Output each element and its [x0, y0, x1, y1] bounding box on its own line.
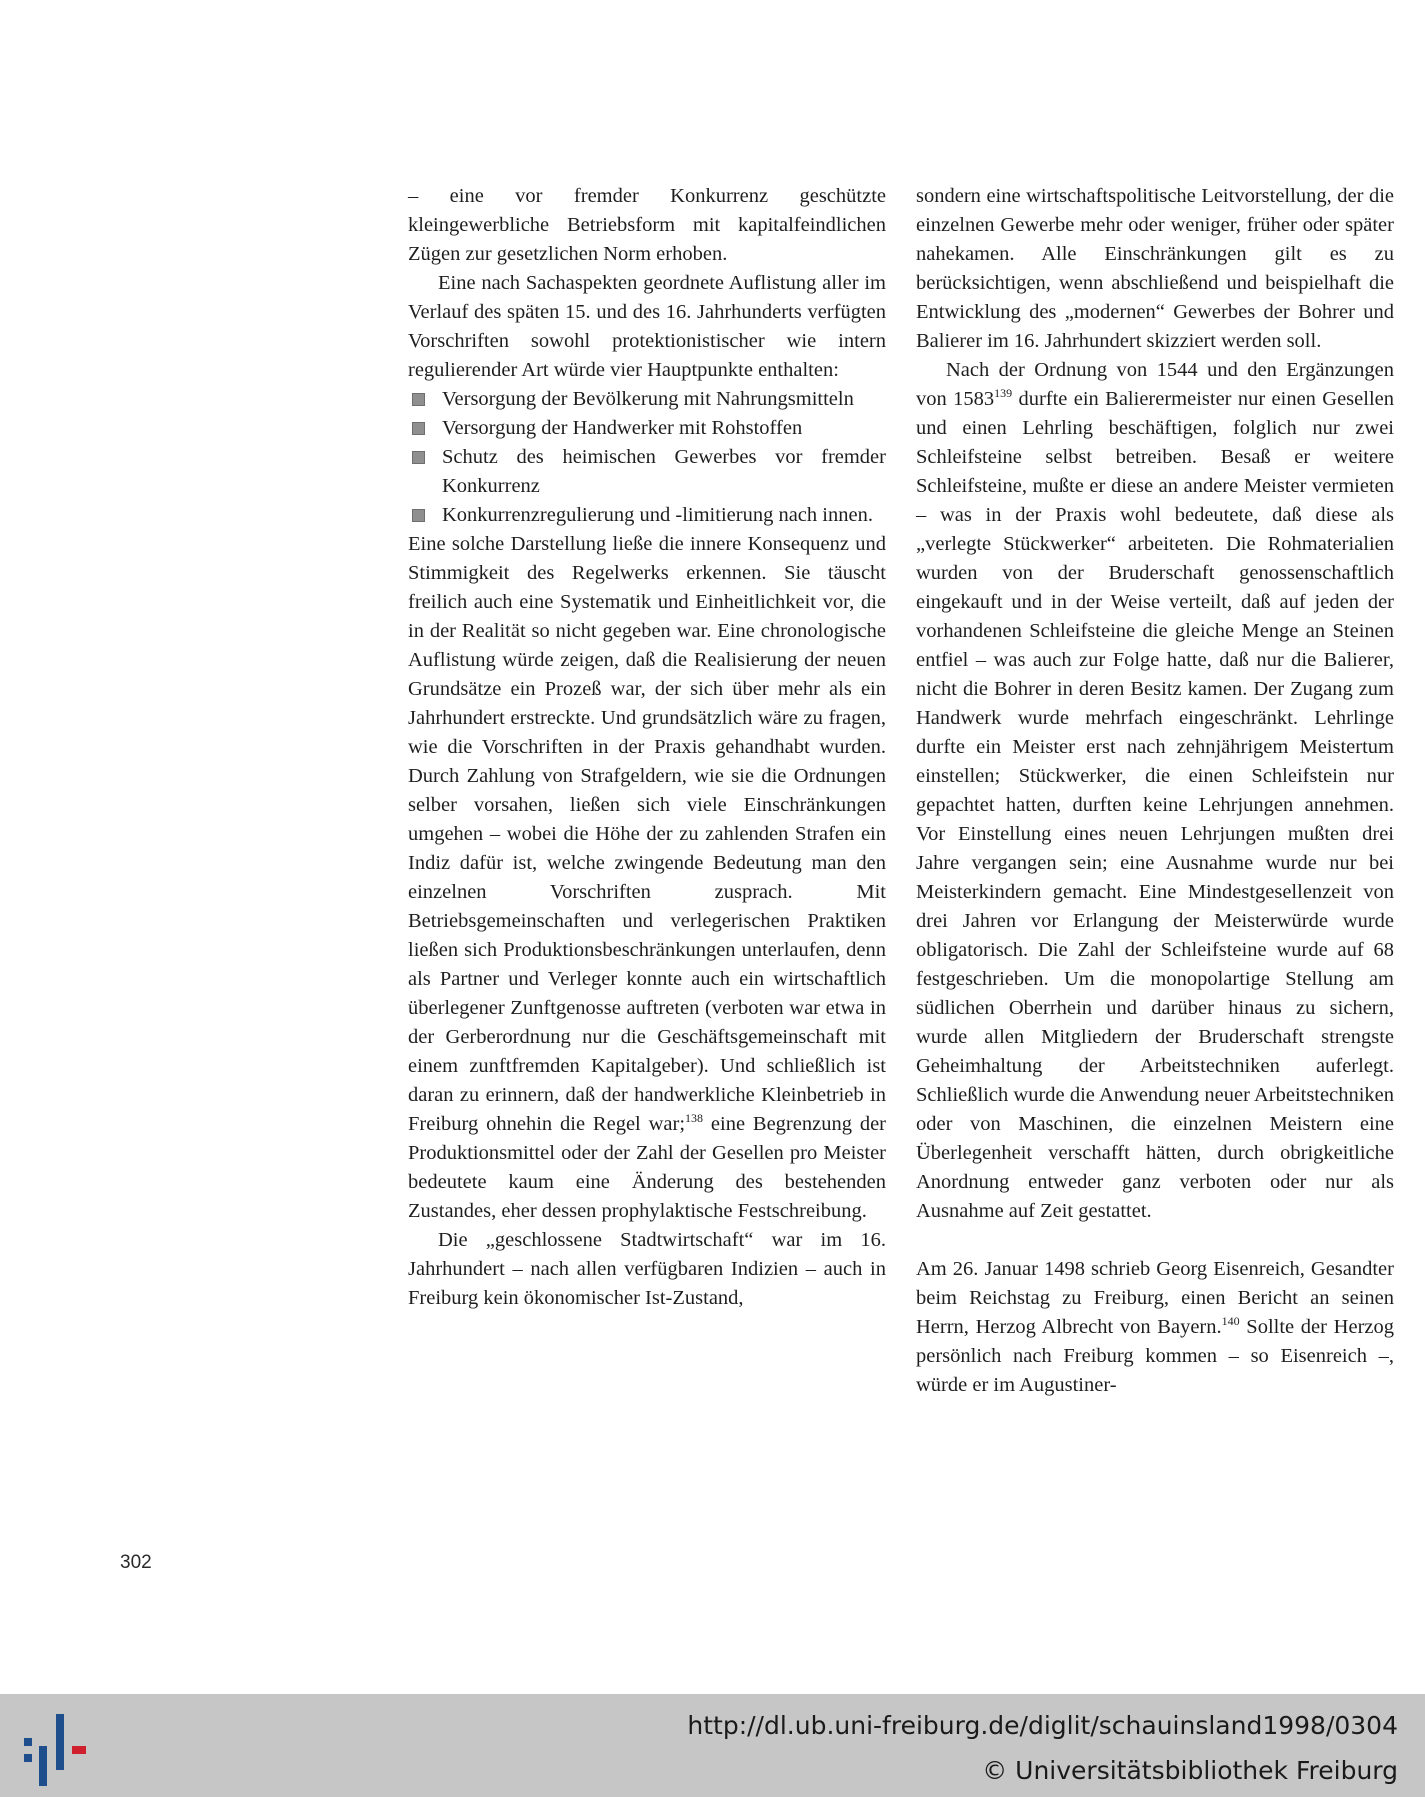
paragraph-text: Sollte der Herzog persönlich nach Freiburg kommen – so Eisenreich –, würde er im Augustiner-: [916, 1316, 1394, 1396]
square-bullet-icon: [412, 422, 425, 435]
paragraph-text: Eine solche Darstellung ließe die innere Konsequenz und Stimmigkeit des Regelwerks erkennen. Sie täuscht freilich auch eine Systematik und Einheitlichkeit vor, die in der Realität so nicht gegeben war. Eine chronologische Auflistung würde zeigen, daß die Realisierung der neuen Grundsätze ein Prozeß war, der sich über mehr als ein Jahrhundert erstreckte. Und grundsätzlich wäre zu fragen, wie die Vorschriften in der Praxis gehandhabt wurden. Durch Zahlung von Strafgeldern, wie sie die Ordnungen selber vorsahen, ließen sich viele Einschränkungen umgehen – wobei die Höhe der zu zahlenden Strafen ein Indiz dafür ist, welche zwingende Bedeutung man den einzelnen Vorschriften zusprach. Mit Betriebsgemeinschaften und verlegerischen Praktiken ließen sich Produktionsbeschränkungen unterlaufen, denn als Partner und Verleger konnte auch ein wirtschaftlich überlegener Zunftgenosse auftreten (verboten war etwa in der Gerberordnung nur die Geschäftsgemeinschaft mit einem zunftfremden Kapitalgeber). Und schließlich ist daran zu erinnern, daß der handwerkliche Kleinbetrieb in Freiburg ohnehin die Regel war;: [408, 533, 886, 1135]
bullet-list: [408, 385, 886, 530]
paragraph-text: eine Begrenzung der Produktionsmittel oder der Zahl der Gesellen pro Meister bedeutete kaum eine Änderung des bestehenden Zustandes, eher dessen prophylaktische Festschreibung.: [408, 1113, 886, 1222]
paragraph: sondern eine wirtschaftspolitische Leitvorstellung, der die einzelnen Gewerbe mehr oder weniger, früher oder später nahekamen. Alle Einschränkungen gilt es zu berücksichtigen, wenn abschließend und beispielhaft die Entwicklung des „modernen“ Gewerbes der Bohrer und Balierer im 16. Jahrhundert skizziert werden soll.: [916, 185, 1394, 352]
list-item-text: Schutz des heimischen Gewerbes vor fremder Konkurrenz: [442, 446, 886, 497]
paragraph: – eine vor fremder Konkurrenz geschützte kleingewerbliche Betriebsform mit kapitalfeindlichen Zügen zur gesetzlichen Norm erhoben.: [408, 185, 886, 265]
page-number: 302: [120, 1552, 152, 1573]
square-bullet-icon: [412, 509, 425, 522]
paragraph-text: Nach der Ordnung von 1544 und den Ergänzungen von 1583: [916, 359, 1394, 410]
footer-bar: [0, 1694, 1425, 1797]
paragraph: [916, 356, 1394, 1226]
text-column-left: [408, 182, 886, 1313]
text-column-right: [916, 182, 1394, 1400]
footnote-ref: 139: [994, 386, 1013, 400]
paragraph: [408, 530, 886, 1226]
list-item: [408, 385, 886, 414]
footnote-ref: 140: [1221, 1314, 1240, 1328]
list-item: [408, 443, 886, 501]
paragraph: Eine nach Sachaspekten geordnete Auflistung aller im Verlauf des späten 15. und des 16. Jahrhunderts verfügten Vorschriften sowohl protektionistischer wie intern regulierender Art würde vier Hauptpunkte enthalten:: [408, 272, 886, 381]
copyright-text: © Universitätsbibliothek Freiburg: [982, 1756, 1398, 1785]
list-item: [408, 414, 886, 443]
list-item-text: Konkurrenzregulierung und -limitierung nach innen.: [442, 504, 873, 526]
square-bullet-icon: [412, 393, 425, 406]
paragraph: Die „geschlossene Stadtwirtschaft“ war im 16. Jahrhundert – nach allen verfügbaren Indizien – auch in Freiburg kein ökonomischer Ist-Zustand,: [408, 1229, 886, 1309]
footnote-ref: 138: [685, 1111, 704, 1125]
paragraph-text: durfte ein Balierermeister nur einen Gesellen und einen Lehrling beschäftigen, folglich nur zwei Schleifsteine selbst betreiben. Besaß er weitere Schleifsteine, mußte er diese an andere Meister vermieten – was in der Praxis wohl bedeutete, daß diese als „verlegte Stückwerker“ arbeiteten. Die Rohmaterialien wurden von der Bruderschaft genossenschaftlich eingekauft und in der Weise verteilt, daß auf jeden der vorhandenen Schleifsteine die gleiche Menge an Steinen entfiel – was auch zur Folge hatte, daß nur die Balierer, nicht die Bohrer in deren Besitz kamen. Der Zugang zum Handwerk wurde mehrfach eingeschränkt. Lehrlinge durfte ein Meister erst nach zehnjährigem Meistertum einstellen; Stückwerker, die einen Schleifstein nur gepachtet hatten, durften keine Lehrjungen annehmen. Vor Einstellung eines neuen Lehrjungen mußten drei Jahre vergangen sein; eine Ausnahme wurde nur bei Meisterkindern gemacht. Eine Mindestgesellenzeit von drei Jahren vor Erlangung der Meisterwürde wurde obligatorisch. Die Zahl der Schleifsteine wurde auf 68 festgeschrieben. Um die monopolartige Stellung am südlichen Oberrhein und darüber hinaus zu sichern, wurde allen Mitgliedern der Bruderschaft strengste Geheimhaltung der Arbeitstechniken auferlegt. Schließlich wurde die Anwendung neuer Arbeitstechniken oder von Maschinen, die einzelnen Meistern eine Überlegenheit verschafft hätten, durch obrigkeitliche Anordnung entweder ganz verboten oder nur als Ausnahme auf Zeit gestattet.: [916, 388, 1394, 1222]
source-url-link[interactable]: http://dl.ub.uni-freiburg.de/diglit/schauinsland1998/0304: [687, 1711, 1398, 1740]
square-bullet-icon: [412, 451, 425, 464]
library-logo-icon: [20, 1714, 90, 1786]
paragraph: [916, 1255, 1394, 1400]
list-item: [408, 501, 886, 530]
list-item-text: Versorgung der Handwerker mit Rohstoffen: [442, 417, 803, 439]
list-item-text: Versorgung der Bevölkerung mit Nahrungsmitteln: [442, 388, 854, 410]
paragraph-text: Am 26. Januar 1498 schrieb Georg Eisenreich, Gesandter beim Reichstag zu Freiburg, einen Bericht an seinen Herrn, Herzog Albrecht von Bayern.: [916, 1258, 1394, 1338]
